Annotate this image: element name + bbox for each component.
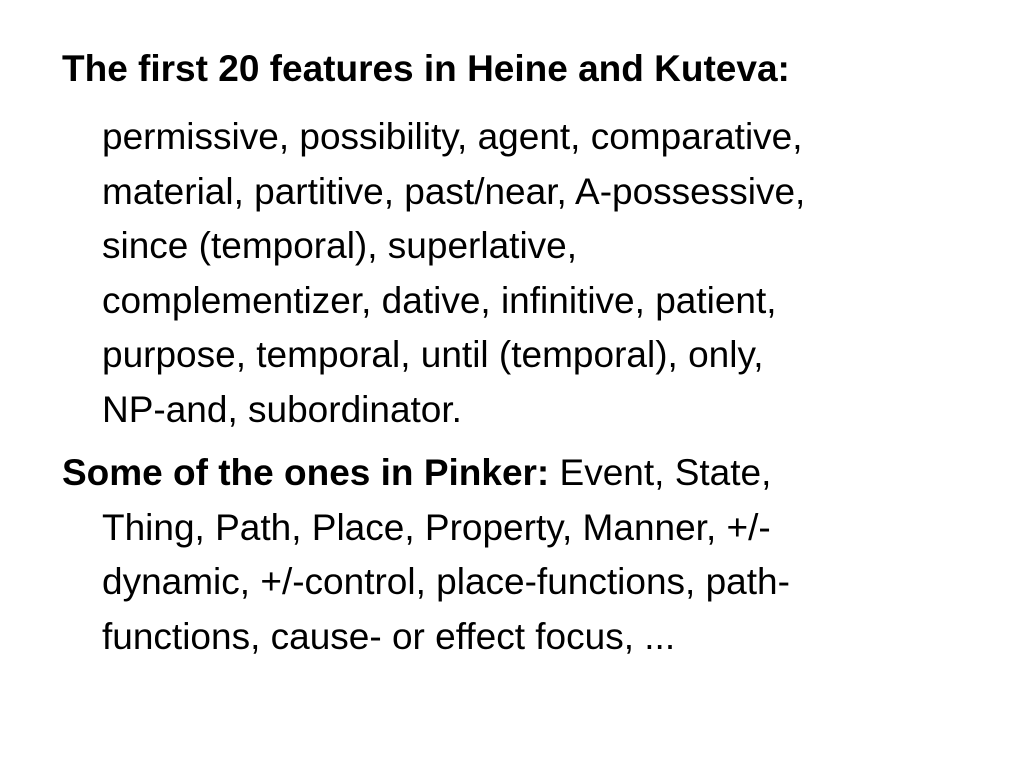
feature-list-line: material, partitive, past/near, A-possessive, xyxy=(102,170,806,212)
pinker-paragraph xyxy=(62,446,1002,664)
pinker-first-line xyxy=(62,446,1002,501)
feature-list-line: complementizer, dative, infinitive, patient, xyxy=(102,279,777,321)
feature-list-line: NP-and, subordinator. xyxy=(102,388,462,430)
heine-kuteva-heading: The first 20 features in Heine and Kuteva: xyxy=(62,48,790,89)
feature-list-line: permissive, possibility, agent, comparative, xyxy=(102,116,803,157)
pinker-list-line: Thing, Path, Place, Property, Manner, +/- xyxy=(102,506,771,548)
heine-kuteva-feature-list xyxy=(102,110,1002,437)
pinker-list-line: dynamic, +/-control, place-functions, path- xyxy=(102,561,790,602)
feature-list-line: since (temporal), superlative, xyxy=(102,225,578,266)
pinker-list-line: functions, cause- or effect focus, ... xyxy=(102,615,676,657)
feature-list-line: purpose, temporal, until (temporal), only, xyxy=(102,334,764,375)
pinker-list-start: Event, State, xyxy=(549,452,772,493)
pinker-label: Some of the ones in Pinker: xyxy=(62,452,550,493)
